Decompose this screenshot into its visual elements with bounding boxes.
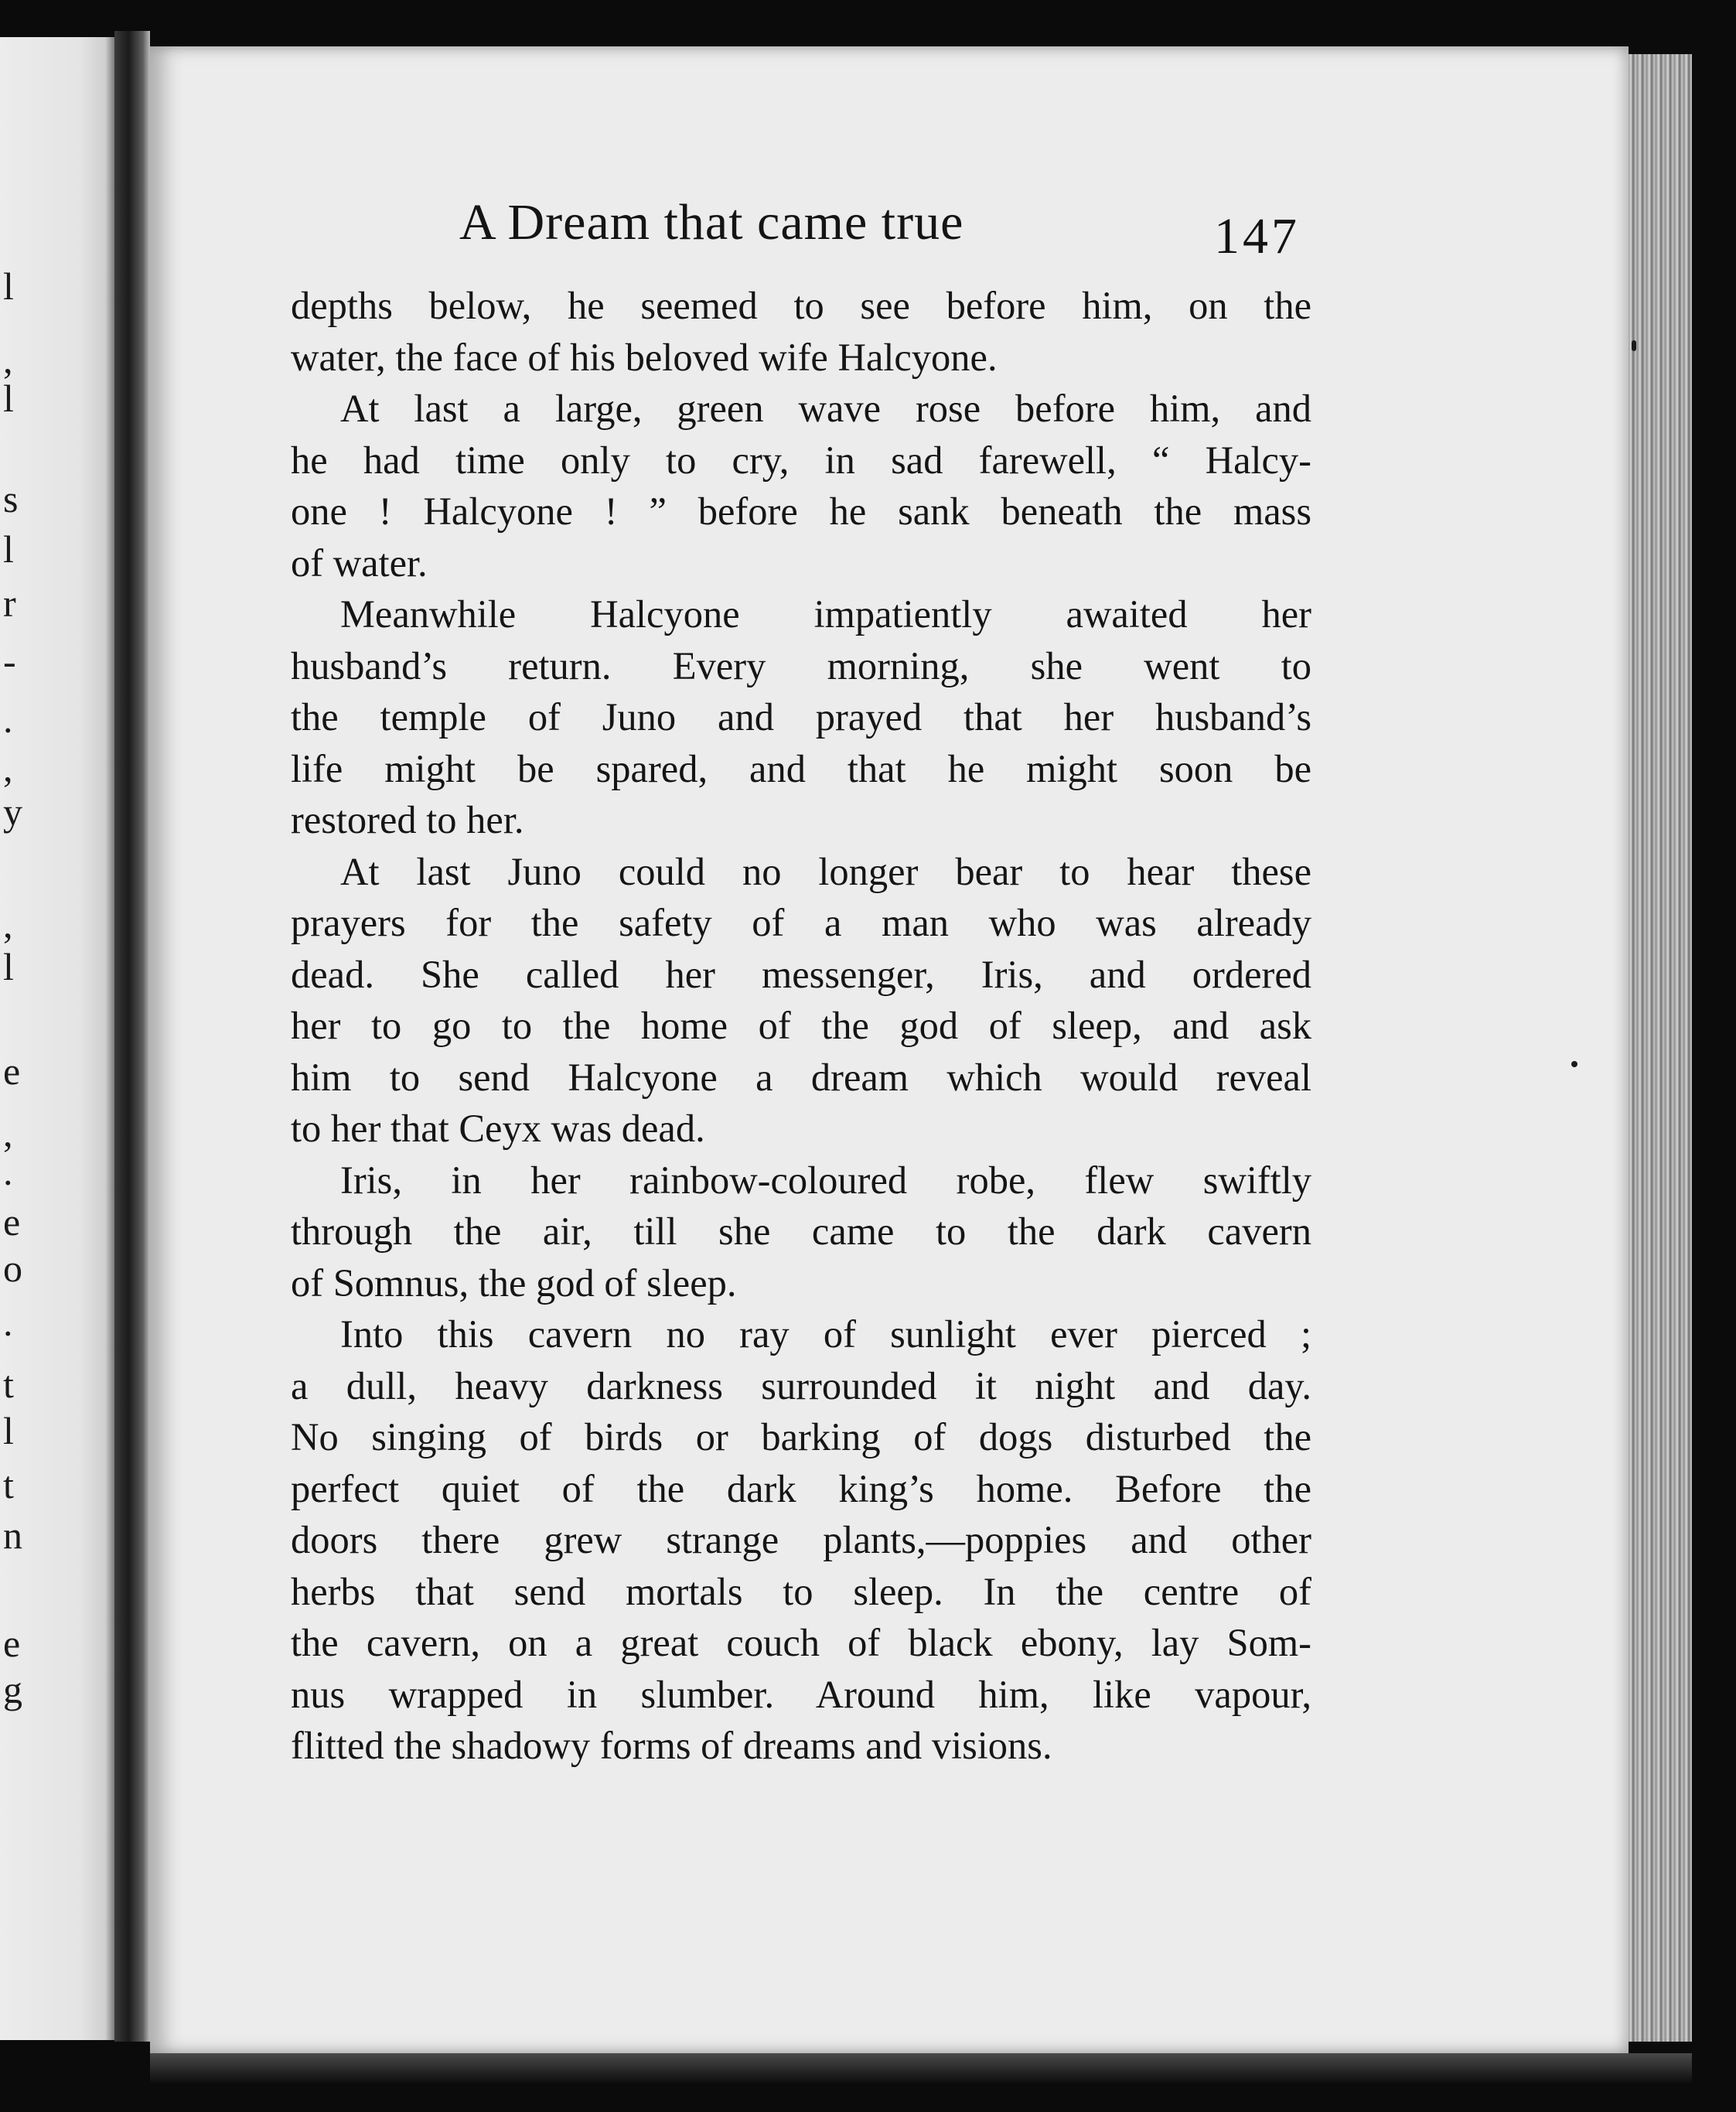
left-page-fragment: t xyxy=(3,1363,14,1406)
paragraph xyxy=(291,280,1311,383)
text-line: Meanwhile Halcyone impatiently awaited her xyxy=(340,592,1311,636)
text-line: the cavern, on a great couch of black ebony, lay Som- xyxy=(291,1621,1311,1664)
left-page-fragment: - xyxy=(3,640,16,683)
text-line: Into this cavern no ray of sunlight ever pierced ; xyxy=(340,1312,1311,1356)
book-gutter xyxy=(114,31,150,2042)
left-page-fragment: o xyxy=(3,1247,22,1290)
paragraph xyxy=(291,1308,1311,1772)
left-page-fragment: e xyxy=(3,1622,21,1665)
ink-speck xyxy=(1571,1061,1577,1067)
text-line: Iris, in her rainbow-coloured robe, flew swiftly xyxy=(340,1158,1311,1202)
text-line: At last a large, green wave rose before him, and xyxy=(340,387,1311,430)
text-line: At last Juno could no longer bear to hear these xyxy=(340,849,1311,893)
running-head: A Dream that came true xyxy=(459,194,964,251)
text-line: life might be spared, and that he might soon be xyxy=(291,746,1311,790)
left-page-fragment: . xyxy=(3,1301,13,1344)
text-line: of water. xyxy=(291,541,428,585)
left-page-fragment: y xyxy=(3,790,22,834)
text-line: perfect quiet of the dark king’s home. Before the xyxy=(291,1466,1311,1510)
left-page-fragment: l xyxy=(3,264,14,308)
text-line: the temple of Juno and prayed that her husband’s xyxy=(291,695,1311,739)
text-line: he had time only to cry, in sad farewell, “ Halcy- xyxy=(291,438,1311,482)
text-line: a dull, heavy darkness surrounded it night and day. xyxy=(291,1363,1311,1407)
paragraph xyxy=(291,383,1311,589)
left-page-fragment: g xyxy=(3,1668,22,1711)
left-page-edge xyxy=(0,37,114,2040)
paragraph xyxy=(291,846,1311,1155)
text-line: husband’s return. Every morning, she went to xyxy=(291,643,1311,688)
text-line: water, the face of his beloved wife Halcyone. xyxy=(291,335,998,379)
page-block-edge xyxy=(1629,54,1692,2042)
text-line: herbs that send mortals to sleep. In the centre of xyxy=(291,1569,1311,1613)
left-page-fragment: r xyxy=(3,582,16,625)
text-line: one ! Halcyone ! ” before he sank beneath the mass xyxy=(291,490,1311,533)
left-page-fragment: , xyxy=(3,338,13,381)
page-number: 147 xyxy=(1214,208,1300,264)
text-line: of Somnus, the god of sleep. xyxy=(291,1261,737,1305)
left-page-fragment: l xyxy=(3,1409,14,1452)
text-line: depths below, he seemed to see before him, on the xyxy=(291,284,1311,327)
left-page-fragment: . xyxy=(3,1150,13,1193)
text-line: restored to her. xyxy=(291,798,524,841)
text-line: nus wrapped in slumber. Around him, like vapour, xyxy=(291,1672,1311,1716)
text-line: dead. She called her messenger, Iris, and ordered xyxy=(291,952,1311,996)
text-line: her to go to the home of the god of sleep, and ask xyxy=(291,1004,1311,1047)
left-page-fragment: n xyxy=(3,1513,22,1557)
left-page-fragment: l xyxy=(3,945,14,988)
left-page-fragment: , xyxy=(3,746,13,790)
text-line: through the air, till she came to the dark cavern xyxy=(291,1210,1311,1253)
left-page-fragment: . xyxy=(3,698,13,741)
text-line: prayers for the safety of a man who was already xyxy=(291,901,1311,944)
left-page-fragment: t xyxy=(3,1463,14,1506)
bottom-shadow xyxy=(150,2053,1692,2084)
text-line: No singing of birds or barking of dogs disturbed the xyxy=(291,1415,1311,1459)
paragraph xyxy=(291,589,1311,846)
left-page-fragment: l xyxy=(3,527,14,571)
text-line: him to send Halcyone a dream which would reveal xyxy=(291,1055,1311,1099)
left-page-fragment: s xyxy=(3,477,19,520)
text-line: to her that Ceyx was dead. xyxy=(291,1107,705,1150)
left-page-fragment: l xyxy=(3,377,14,420)
left-page-fragment: , xyxy=(3,902,13,946)
ink-speck xyxy=(1632,340,1636,351)
paragraph xyxy=(291,1155,1311,1309)
body-text xyxy=(291,280,1311,1772)
left-page-fragment: , xyxy=(3,1111,13,1155)
text-line: flitted the shadowy forms of dreams and visions. xyxy=(291,1724,1052,1767)
text-line: doors there grew strange plants,—poppies and other xyxy=(291,1518,1311,1561)
left-page-fragment: e xyxy=(3,1200,21,1244)
left-page-fragment: e xyxy=(3,1049,21,1093)
